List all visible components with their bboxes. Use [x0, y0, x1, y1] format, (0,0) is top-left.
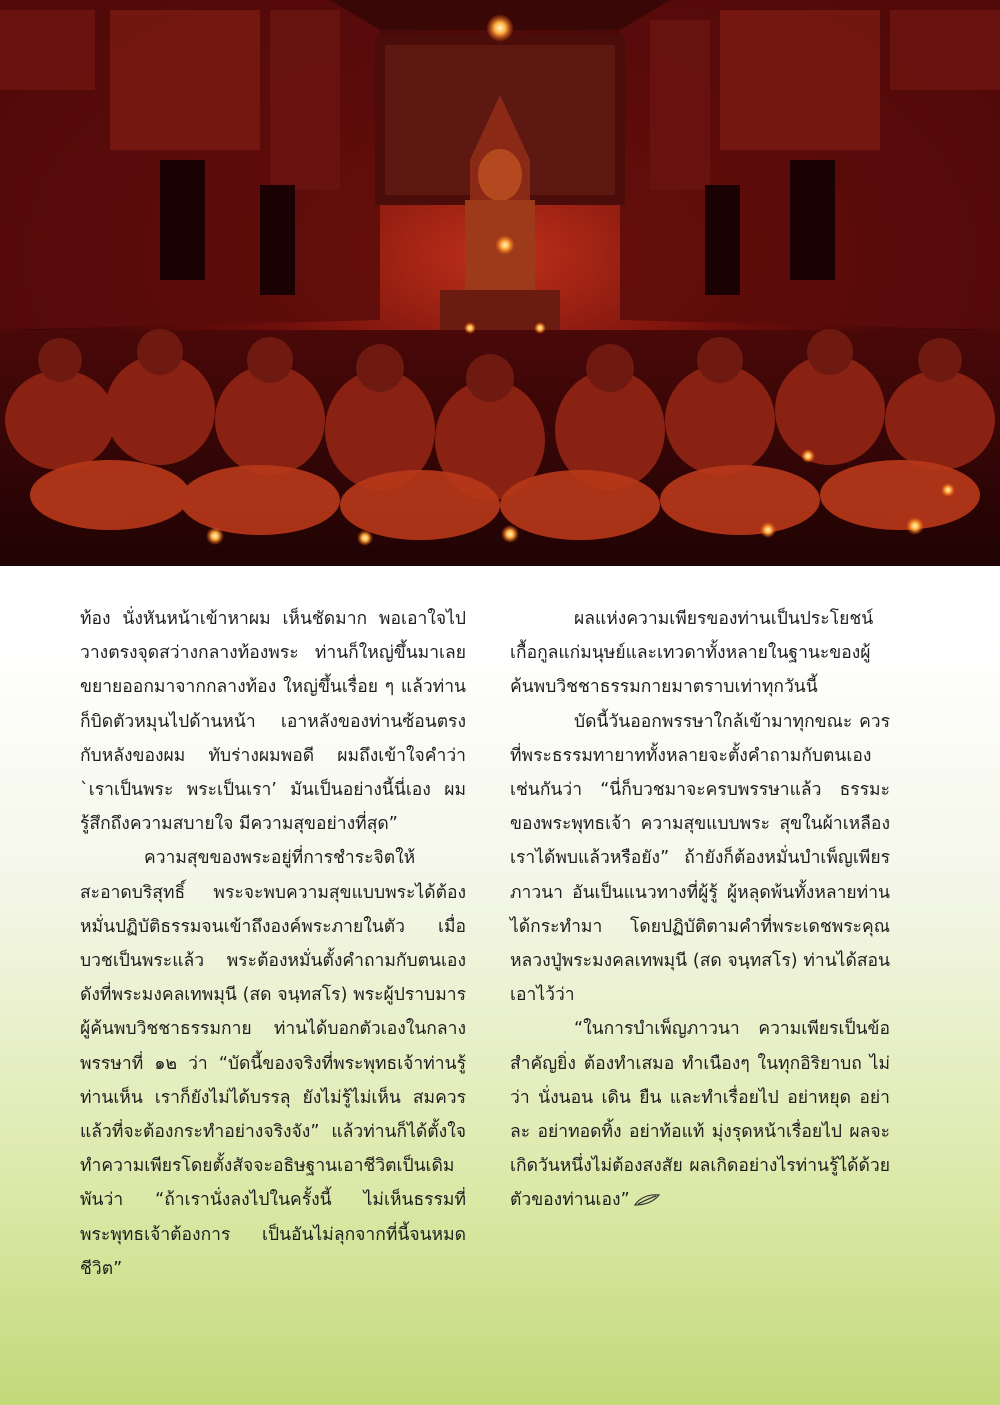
left-text-column	[80, 602, 466, 1286]
paragraph-quote	[510, 1012, 890, 1217]
monks-meditating-in-candlelit-temple-image	[0, 0, 1000, 566]
paragraph: ความสุขของพระอยู่ที่การชำระจิตให้สะอาดบริสุทธิ์ พระจะพบความสุขแบบพระได้ต้องหมั่นปฏิบัติธรรมจนเข้าถึงองค์พระภายในตัว เมื่อบวชเป็นพระแล้ว พระต้องหมั่นตั้งคำถามกับตนเอง ดังที่พระมงคลเทพมุนี (สด จนฺทสโร) พระผู้ปราบมาร ผู้ค้นพบวิชชาธรรมกาย ท่านได้บอกตัวเองในกลางพรรษาที่ ๑๒ ว่า “บัดนี้ของจริงที่พระพุทธเจ้าท่านรู้ท่านเห็น เราก็ยังไม่ได้บรรลุ ยังไม่รู้ไม่เห็น สมควรแล้วที่จะต้องกระทำอย่างจริงจัง” แล้วท่านก็ได้ตั้งใจทำความเพียรโดยตั้งสัจจะอธิษฐานเอาชีวิตเป็นเดิมพันว่า “ถ้าเรานั่งลงไปในครั้งนี้ ไม่เห็นธรรมที่พระพุทธเจ้าต้องการ เป็นอันไม่ลุกจากที่นี้จนหมดชีวิต”	[80, 848, 466, 1279]
temple-meditation-photo	[0, 0, 1000, 566]
quote-text: “ในการบำเพ็ญภาวนา ความเพียรเป็นข้อสำคัญยิ่ง ต้องทำเสมอ ทำเนืองๆ ในทุกอิริยาบถ ไม่ว่า นั่งนอน เดิน ยืน และทำเรื่อยไป อย่าหยุด อย่าละ อย่าทอดทิ้ง อย่าท้อแท้ มุ่งรุดหน้าเรื่อยไป ผลจะเกิดวันหนึ่งไม่ต้องสงสัย ผลเกิดอย่างไรท่านรู้ได้ด้วยตัวของท่านเอง”	[510, 1019, 890, 1211]
paragraph: ท้อง นั่งหันหน้าเข้าหาผม เห็นชัดมาก พอเอาใจไปวางตรงจุดสว่างกลางท้องพระ ท่านก็ใหญ่ขึ้นมาเลย ขยายออกมาจากกลางท้อง ใหญ่ขึ้นเรื่อย ๆ แล้วท่านก็บิดตัวหมุนไปด้านหน้า เอาหลังของท่านซ้อนตรงกับหลังของผม ทับร่างผมพอดี ผมถึงเข้าใจคำว่า `เราเป็นพระ พระเป็นเรา’ มันเป็นอย่างนี้นี่เอง ผมรู้สึกถึงความสบายใจ มีความสุขอย่างที่สุด”	[80, 609, 466, 835]
end-of-article-leaf-icon	[634, 1193, 660, 1207]
right-text-column	[510, 602, 890, 1218]
paragraph: ผลแห่งความเพียรของท่านเป็นประโยชน์เกื้อกูลแก่มนุษย์และเทวดาทั้งหลายในฐานะของผู้ค้นพบวิชชาธรรมกายมาตราบเท่าทุกวันนี้	[510, 609, 874, 698]
paragraph: บัดนี้วันออกพรรษาใกล้เข้ามาทุกขณะ ควรที่พระธรรมทายาททั้งหลายจะตั้งคำถามกับตนเองเช่นกันว่า “นี่ก็บวชมาจะครบพรรษาแล้ว ธรรมะของพระพุทธเจ้า ความสุขแบบพระ สุขในผ้าเหลือง เราได้พบแล้วหรือยัง” ถ้ายังก็ต้องหมั่นบำเพ็ญเพียรภาวนา อันเป็นแนวทางที่ผู้รู้ ผู้หลุดพ้นทั้งหลายท่านได้กระทำมา โดยปฏิบัติตามคำที่พระเดชพระคุณหลวงปู่พระมงคลเทพมุนี (สด จนฺทสโร) ท่านได้สอนเอาไว้ว่า	[510, 711, 890, 1006]
